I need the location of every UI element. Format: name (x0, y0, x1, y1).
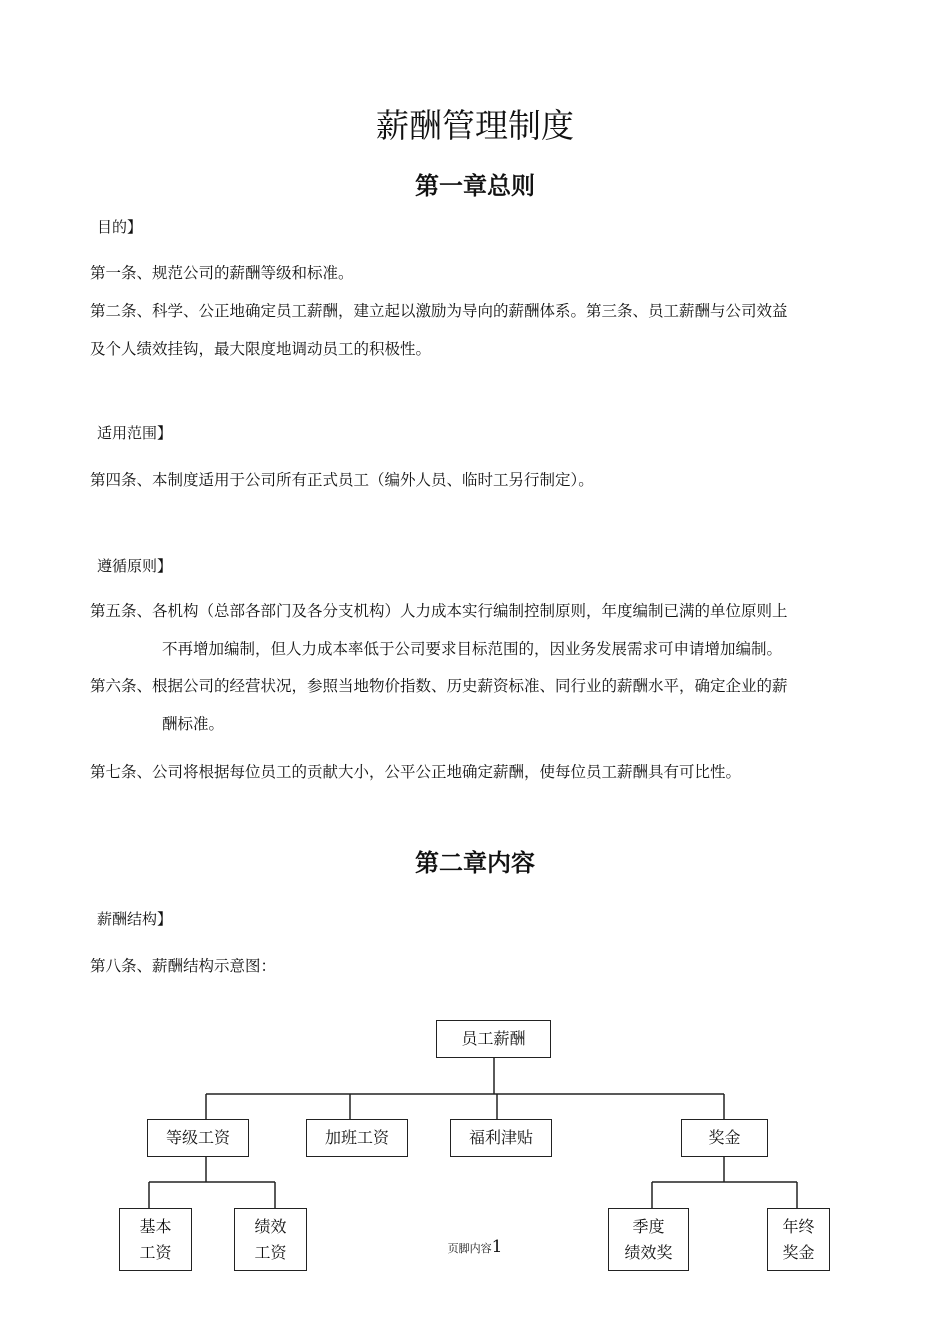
node-basic-salary-line-1: 基本 (139, 1216, 172, 1236)
node-quarterly-bonus-line-1: 季度 (632, 1216, 665, 1236)
chapter-1-heading: 第一章总则 (415, 172, 535, 200)
node-quarterly-bonus-line-2: 绩效奖 (624, 1242, 673, 1262)
section-scope-label: 适用范围】 (97, 424, 173, 442)
article-5-line-2: 不再增加编制，但人力成本率低于公司要求目标范围的，因业务发展需求可申请增加编制。 (162, 640, 783, 658)
node-bonus: 奖金 (681, 1119, 768, 1157)
article-2-3 (90, 292, 865, 368)
page-number: 1 (491, 1237, 503, 1257)
article-6 (90, 667, 865, 743)
node-overtime-pay: 加班工资 (306, 1119, 408, 1157)
node-performance-salary-line-1: 绩效 (254, 1216, 287, 1236)
article-6-line-2: 酬标准。 (162, 715, 225, 733)
article-2-line-2: 及个人绩效挂钩，最大限度地调动员工的积极性。 (90, 340, 432, 358)
article-8 (90, 947, 865, 985)
node-performance-salary-line-2: 工资 (254, 1242, 287, 1262)
chapter-2-heading: 第二章内容 (415, 849, 535, 877)
section-principle-label: 遵循原则】 (97, 557, 173, 575)
page-footer (0, 1237, 950, 1257)
article-4 (90, 461, 865, 499)
article-2-line-1: 第二条、科学、公正地确定员工薪酬，建立起以激励为导向的薪酬体系。第三条、员工薪酬与公司效益 (90, 302, 788, 320)
section-structure-label: 薪酬结构】 (97, 910, 173, 928)
document-title: 薪酬管理制度 (376, 106, 574, 145)
article-1 (90, 254, 865, 292)
article-5-line-1: 第五条、各机构（总部各部门及各分支机构）人力成本实行编制控制原则，年度编制已满的单位原则上 (90, 602, 788, 620)
node-yearend-bonus-line-1: 年终 (782, 1216, 815, 1236)
article-8-text: 第八条、薪酬结构示意图： (90, 957, 277, 975)
node-basic-salary-line-2: 工资 (139, 1242, 172, 1262)
node-grade-salary: 等级工资 (147, 1119, 249, 1157)
article-4-text: 第四条、本制度适用于公司所有正式员工（编外人员、临时工另行制定）。 (90, 471, 594, 489)
node-yearend-bonus-line-2: 奖金 (782, 1242, 815, 1262)
article-1-text: 第一条、规范公司的薪酬等级和标准。 (90, 264, 354, 282)
footer-text: 页脚内容 (447, 1242, 492, 1255)
article-5 (90, 592, 865, 668)
node-employee-salary: 员工薪酬 (436, 1020, 551, 1058)
article-7 (90, 753, 865, 791)
node-welfare-allowance: 福利津贴 (450, 1119, 552, 1157)
article-6-line-1: 第六条、根据公司的经营状况，参照当地物价指数、历史薪资标准、同行业的薪酬水平，确定企业的薪 (90, 677, 788, 695)
section-purpose-label: 目的】 (97, 218, 143, 236)
article-7-text: 第七条、公司将根据每位员工的贡献大小，公平公正地确定薪酬，使每位员工薪酬具有可比性。 (90, 763, 742, 781)
